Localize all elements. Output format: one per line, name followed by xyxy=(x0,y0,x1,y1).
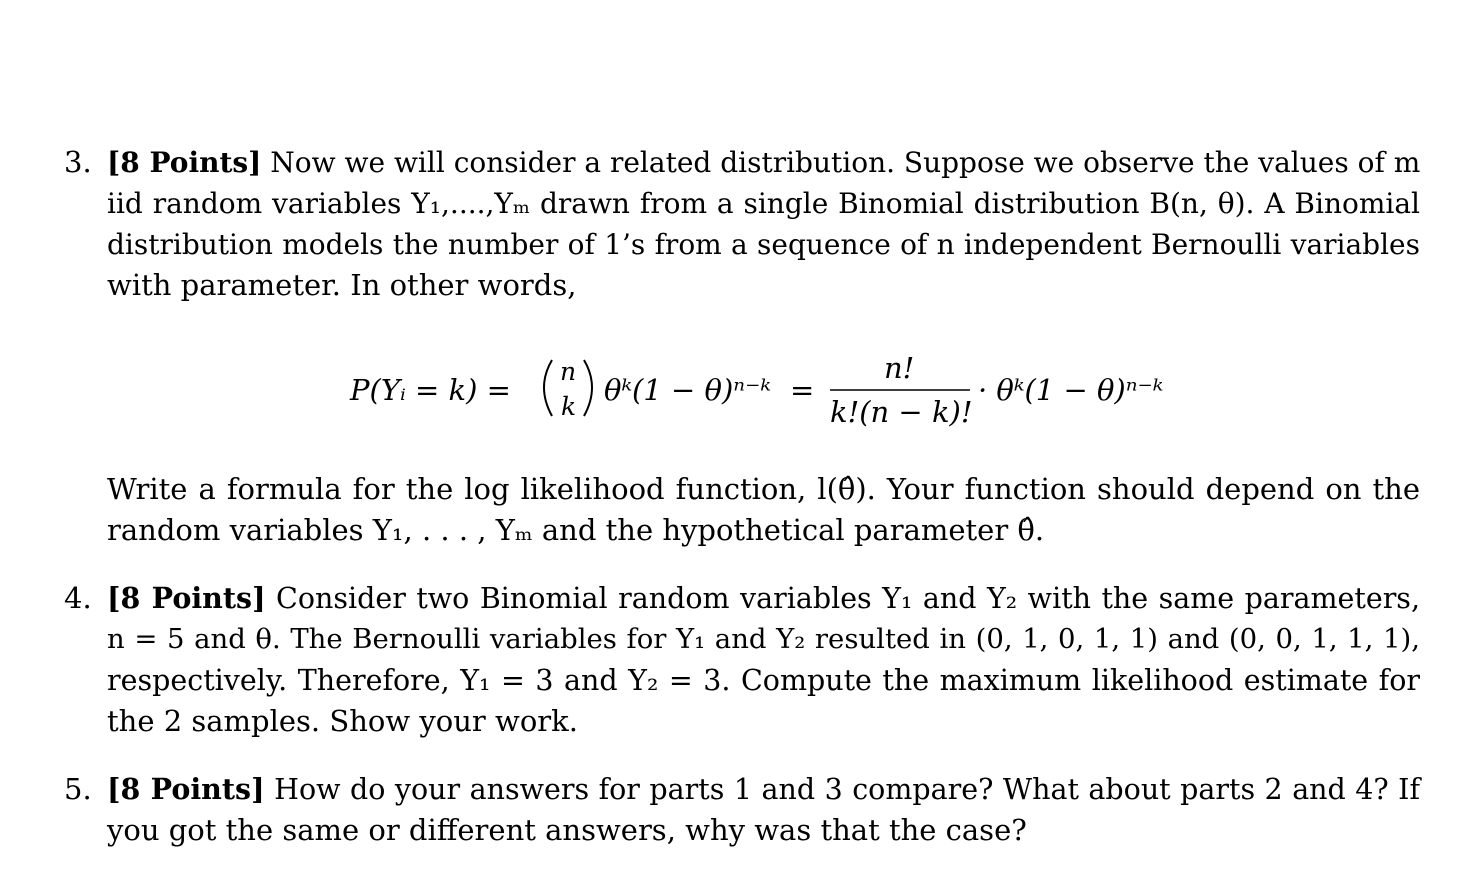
text-line: you got the same or different answers, why was that the case? xyxy=(107,813,1027,847)
problem-number: 3. xyxy=(64,145,92,179)
text-line: distribution models the number of 1’s from a sequence of n independent Bernoulli variables xyxy=(107,228,1420,261)
formula-theta-term: θᵏ(1 − θ)ⁿ⁻ᵏ xyxy=(604,373,771,407)
text-line: respectively. Therefore, Y₁ = 3 and Y₂ = 3. Compute the maximum likelihood estimate for xyxy=(107,664,1420,697)
problem-text xyxy=(107,142,1420,306)
binom-right-paren xyxy=(584,360,592,416)
binom-left-paren xyxy=(544,360,552,416)
text-line: Write a formula for the log likelihood function, l(θ̂). Your function should depend on the xyxy=(107,472,1420,506)
points-label: [8 Points] xyxy=(107,146,262,179)
points-label: [8 Points] xyxy=(107,581,266,615)
text-line: n = 5 and θ. The Bernoulli variables for Y₁ and Y₂ resulted in (0, 1, 0, 1, 1) and (0, 0, 1, 1, 1), xyxy=(107,623,1420,655)
problem-number: 4. xyxy=(64,581,92,615)
problem-text xyxy=(107,578,1420,742)
text-line: the 2 samples. Show your work. xyxy=(107,704,578,738)
text-line: iid random variables Y₁,....,Yₘ drawn from a single Binomial distribution B(n, θ). A Binomial xyxy=(107,187,1420,220)
problem-number: 5. xyxy=(64,772,92,806)
binomial-pmf-formula xyxy=(0,340,1468,440)
binom-bottom: k xyxy=(561,392,577,421)
text-line: random variables Y₁, . . . , Yₘ and the hypothetical parameter θ̂. xyxy=(107,513,1045,547)
text-line: with parameter. In other words, xyxy=(107,268,577,302)
text-line: [8 Points] Now we will consider a related distribution. Suppose we observe the values of m xyxy=(107,146,1421,179)
fraction-numerator: n! xyxy=(884,351,915,385)
points-label: [8 Points] xyxy=(107,772,265,806)
formula-rhs-term: · θᵏ(1 − θ)ⁿ⁻ᵏ xyxy=(978,373,1164,407)
problem-text xyxy=(107,469,1420,551)
fraction-denominator: k!(n − k)! xyxy=(830,395,973,429)
binom-top: n xyxy=(560,357,577,386)
text-line: [8 Points] Consider two Binomial random variables Y₁ and Y₂ with the same parameters, xyxy=(107,581,1420,615)
formula-lhs: P(Yᵢ = k) = xyxy=(350,373,511,407)
problem-text xyxy=(107,769,1420,851)
formula-equals: = xyxy=(790,373,815,407)
text-line: [8 Points] How do your answers for parts 1 and 3 compare? What about parts 2 and 4? If xyxy=(107,772,1420,806)
